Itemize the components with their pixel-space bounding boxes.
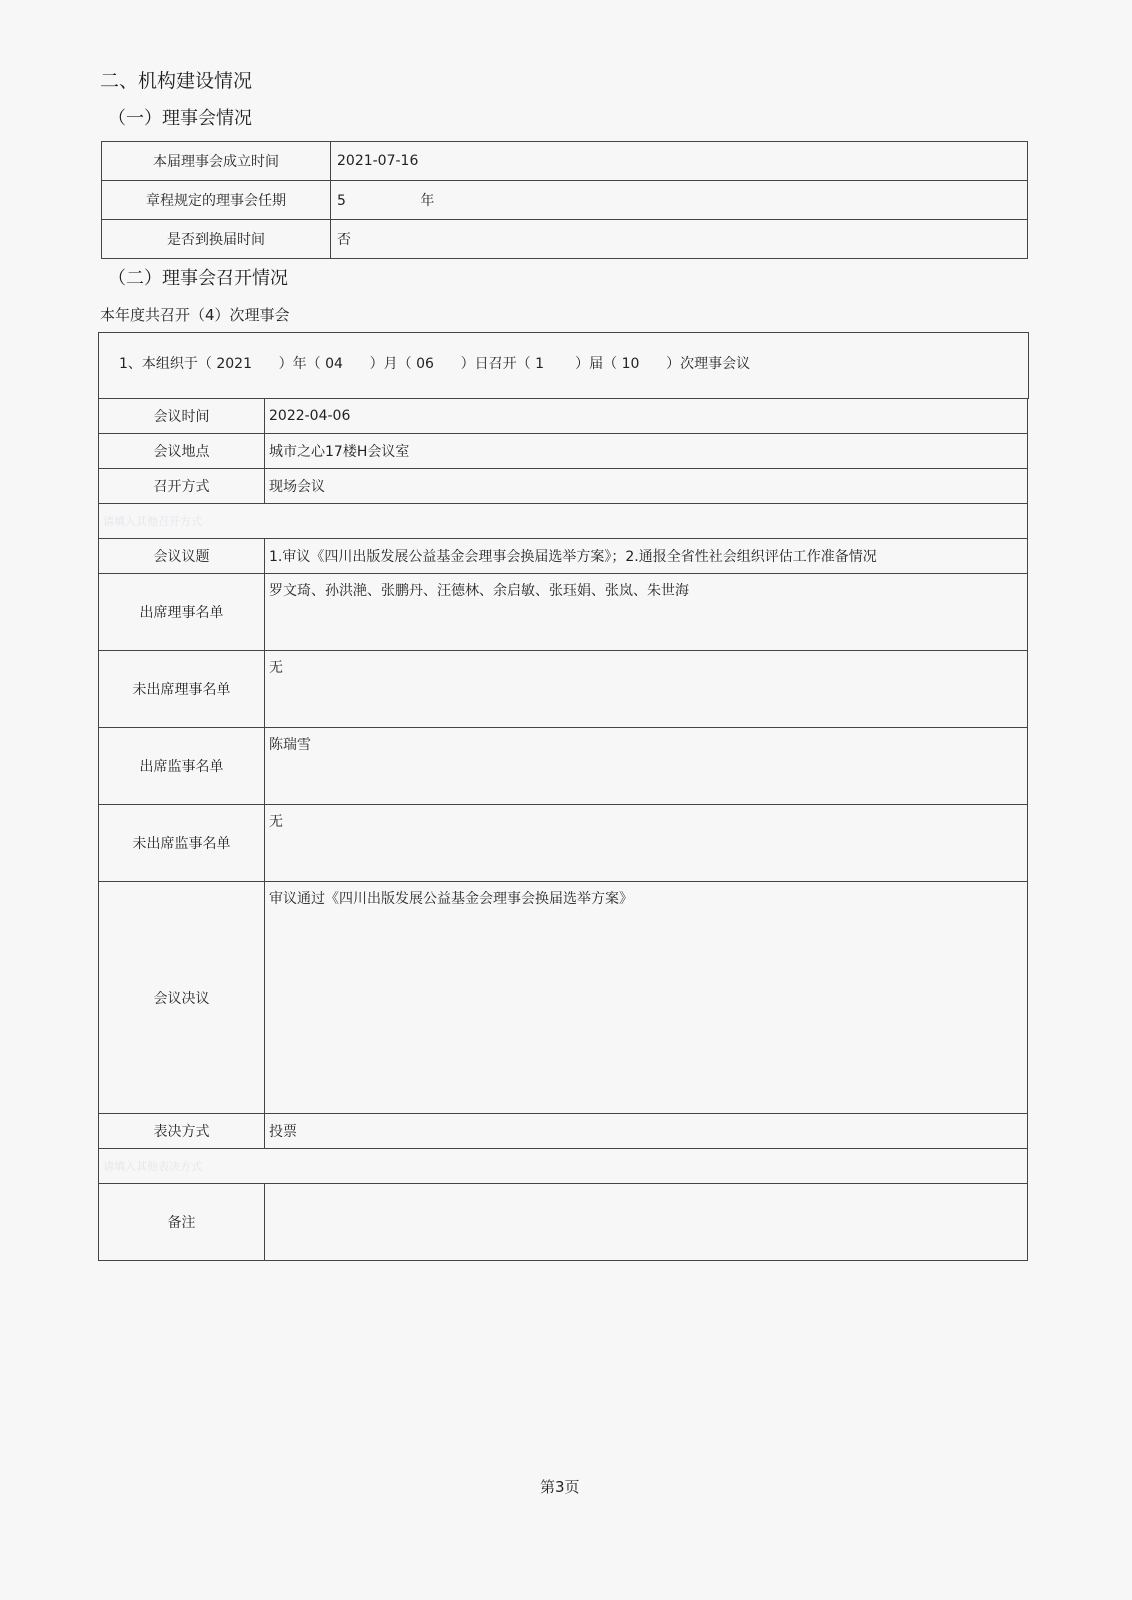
absent-directors-value: 无 bbox=[265, 651, 1028, 728]
table-row bbox=[99, 399, 1028, 434]
board-established-value: 2021-07-16 bbox=[331, 142, 1028, 181]
remark-value bbox=[265, 1184, 1028, 1261]
attend-directors-value: 罗文琦、孙洪滟、张鹏丹、汪德林、余启敏、张珏娟、张岚、朱世海 bbox=[265, 574, 1028, 651]
board-term-value: 5 bbox=[337, 193, 346, 209]
table-row bbox=[99, 882, 1028, 1114]
attend-supervisors-value: 陈瑞雪 bbox=[265, 728, 1028, 805]
table-row bbox=[99, 1184, 1028, 1261]
page-number: 第3页 bbox=[540, 1478, 580, 1496]
meeting-time-value: 2022-04-06 bbox=[265, 399, 1028, 434]
table-row bbox=[99, 805, 1028, 882]
board-established-label: 本届理事会成立时间 bbox=[102, 142, 331, 181]
absent-directors-label: 未出席理事名单 bbox=[99, 651, 265, 728]
vote-other-hint: 请填入其他表决方式 bbox=[103, 1160, 202, 1173]
table-row bbox=[102, 181, 1028, 220]
table-row bbox=[99, 574, 1028, 651]
attend-directors-label: 出席理事名单 bbox=[99, 574, 265, 651]
table-row bbox=[102, 220, 1028, 259]
attend-supervisors-label: 出席监事名单 bbox=[99, 728, 265, 805]
meeting-topics-label: 会议议题 bbox=[99, 539, 265, 574]
table-row bbox=[99, 539, 1028, 574]
vote-other-cell bbox=[99, 1149, 1028, 1184]
meeting-topics-value: 1.审议《四川出版发展公益基金会理事会换届选举方案》；2.通报全省性社会组织评估工作准备情况 bbox=[265, 539, 1028, 574]
board-term-label: 章程规定的理事会任期 bbox=[102, 181, 331, 220]
remark-label: 备注 bbox=[99, 1184, 265, 1261]
mode-other-hint: 请填入其他召开方式 bbox=[103, 515, 202, 528]
table-row bbox=[99, 1149, 1028, 1184]
absent-supervisors-value: 无 bbox=[265, 805, 1028, 882]
board-heading: （一）理事会情况 bbox=[108, 108, 252, 129]
meeting-time-label: 会议时间 bbox=[99, 399, 265, 434]
meeting-place-label: 会议地点 bbox=[99, 434, 265, 469]
meeting-mode-value: 现场会议 bbox=[265, 469, 1028, 504]
section-heading: 二、机构建设情况 bbox=[100, 70, 253, 92]
table-row bbox=[99, 1114, 1028, 1149]
meeting-detail-table bbox=[98, 398, 1028, 1261]
meeting-mode-label: 召开方式 bbox=[99, 469, 265, 504]
meeting-header-line: 1、本组织于（ 2021 ）年（ 04 ）月（ 06 ）日召开（ 1 ）届（ 10 ）次理事会议 bbox=[119, 356, 751, 372]
board-info-table bbox=[101, 141, 1028, 259]
table-row bbox=[99, 434, 1028, 469]
meetings-count: 本年度共召开（4）次理事会 bbox=[100, 306, 290, 324]
board-reelection-label: 是否到换届时间 bbox=[102, 220, 331, 259]
resolution-label: 会议决议 bbox=[99, 882, 265, 1114]
table-row bbox=[99, 651, 1028, 728]
absent-supervisors-label: 未出席监事名单 bbox=[99, 805, 265, 882]
table-row bbox=[102, 142, 1028, 181]
resolution-value: 审议通过《四川出版发展公益基金会理事会换届选举方案》 bbox=[265, 882, 1028, 1114]
table-row bbox=[99, 504, 1028, 539]
meetings-heading: （二）理事会召开情况 bbox=[108, 268, 288, 289]
mode-other-cell bbox=[99, 504, 1028, 539]
table-row bbox=[99, 728, 1028, 805]
vote-value: 投票 bbox=[265, 1114, 1028, 1149]
board-term-unit: 年 bbox=[420, 193, 435, 209]
vote-label: 表决方式 bbox=[99, 1114, 265, 1149]
board-term-cell bbox=[331, 181, 1028, 220]
meeting-header-box bbox=[98, 332, 1029, 399]
table-row bbox=[99, 469, 1028, 504]
board-reelection-value: 否 bbox=[331, 220, 1028, 259]
meeting-place-value: 城市之心17楼H会议室 bbox=[265, 434, 1028, 469]
